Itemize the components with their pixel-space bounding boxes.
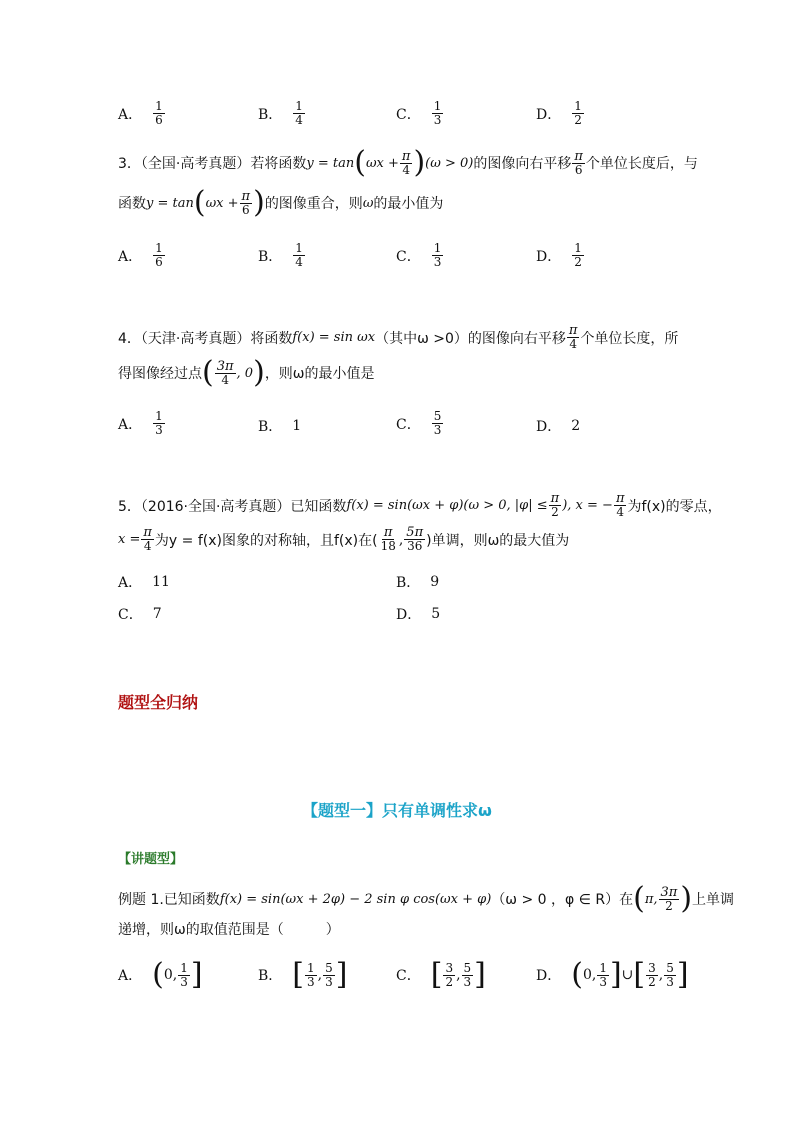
type-heading: 【题型一】只有单调性求ω [302, 801, 492, 820]
lecture-tag: 【讲题型】 [118, 852, 184, 867]
fraction: $\frac{1}{2}$ [574, 99, 582, 127]
q5-option-b: B． 9 [396, 574, 440, 591]
q3-option-b: B． $\frac{1}{4}$ [258, 241, 303, 269]
q4-line2: 得图像经过点 ( $\frac{3\pi}{4}$ , 0 ) ，则ω的最小值是 [118, 355, 375, 390]
fraction: $\frac{1}{3}$ [433, 99, 442, 127]
q5-option-d: D． 5 [396, 606, 441, 623]
q4-option-b: B． 1 [258, 418, 302, 435]
prev-option-d: D． $\frac{1}{2}$ [536, 99, 582, 127]
q3-line1: 3．（全国·高考真题）若将函数 y = tan ( ωx + $\frac{\pi}{4}$ ) (ω > 0) 的图像向右平移 $\frac{\pi}{6}$ 个单位长度后，与 [118, 145, 698, 180]
prev-option-a: A． $\frac{1}{6}$ [118, 99, 163, 127]
q5-option-a: A． 11 [118, 574, 170, 591]
q4-option-d: D． 2 [536, 418, 581, 435]
section-heading: 题型全归纳 [118, 693, 199, 712]
q5-option-c: C． 7 [118, 606, 162, 623]
q4-line1: 4．（天津·高考真题）将函数 f(x) = sin ωx （其中ω >0）的图像向右平移 $\frac{\pi}{4}$ 个单位长度，所 [118, 323, 679, 351]
ex1-option-d: D． ( 0, $\frac{1}{3}$ ] ∪ [ $\frac{3}{2}$ , $\frac{5}{3}$ ] [536, 957, 689, 992]
q4-option-a: A． $\frac{1}{3}$ [118, 409, 163, 437]
ex1-line2: 递增，则ω的取值范围是（ ） [118, 922, 340, 938]
fraction: $\frac{1}{6}$ [155, 99, 163, 127]
q3-option-d: D． $\frac{1}{2}$ [536, 241, 582, 269]
q3-option-c: C． $\frac{1}{3}$ [396, 241, 442, 269]
q3-option-a: A． $\frac{1}{6}$ [118, 241, 163, 269]
ex1-option-c: C． [ $\frac{3}{2}$ , $\frac{5}{3}$ ] [396, 957, 486, 992]
q5-line2: x = $\frac{\pi}{4}$ 为y = f(x)图象的对称轴，且f(x)在( $\frac{\pi}{18}$ , $\frac{5\pi}{36}$ )单调，则ω的最大值为 [118, 525, 570, 553]
ex1-option-a: A． ( 0, $\frac{1}{3}$ ] [118, 957, 203, 992]
ex1-option-b: B． [ $\frac{1}{3}$ , $\frac{5}{3}$ ] [258, 957, 348, 992]
prev-option-b: B． $\frac{1}{4}$ [258, 99, 303, 127]
q5-line1: 5．（2016·全国·高考真题）已知函数 f(x) = sin(ωx + φ)(ω > 0, |φ| ≤ $\frac{\pi}{2}$ ), x = − $\frac{\pi}{4}$ 为f(x)的零点， [118, 491, 722, 519]
q3-line2: 函数 y = tan ( ωx + $\frac{\pi}{6}$ ) 的图像重合，则 ω 的最小值为 [118, 185, 444, 220]
fraction: $\frac{1}{4}$ [295, 99, 303, 127]
ex1-line1: 例题 1.已知函数 f(x) = sin(ωx + 2φ) − 2 sin φ cos(ωx + φ) （ω > 0 ，φ ∈ R）在 ( π, $\frac{3\pi}{2}$ ) 上单调 [118, 881, 735, 916]
q4-option-c: C． $\frac{5}{3}$ [396, 409, 442, 437]
prev-option-c: C． $\frac{1}{3}$ [396, 99, 442, 127]
